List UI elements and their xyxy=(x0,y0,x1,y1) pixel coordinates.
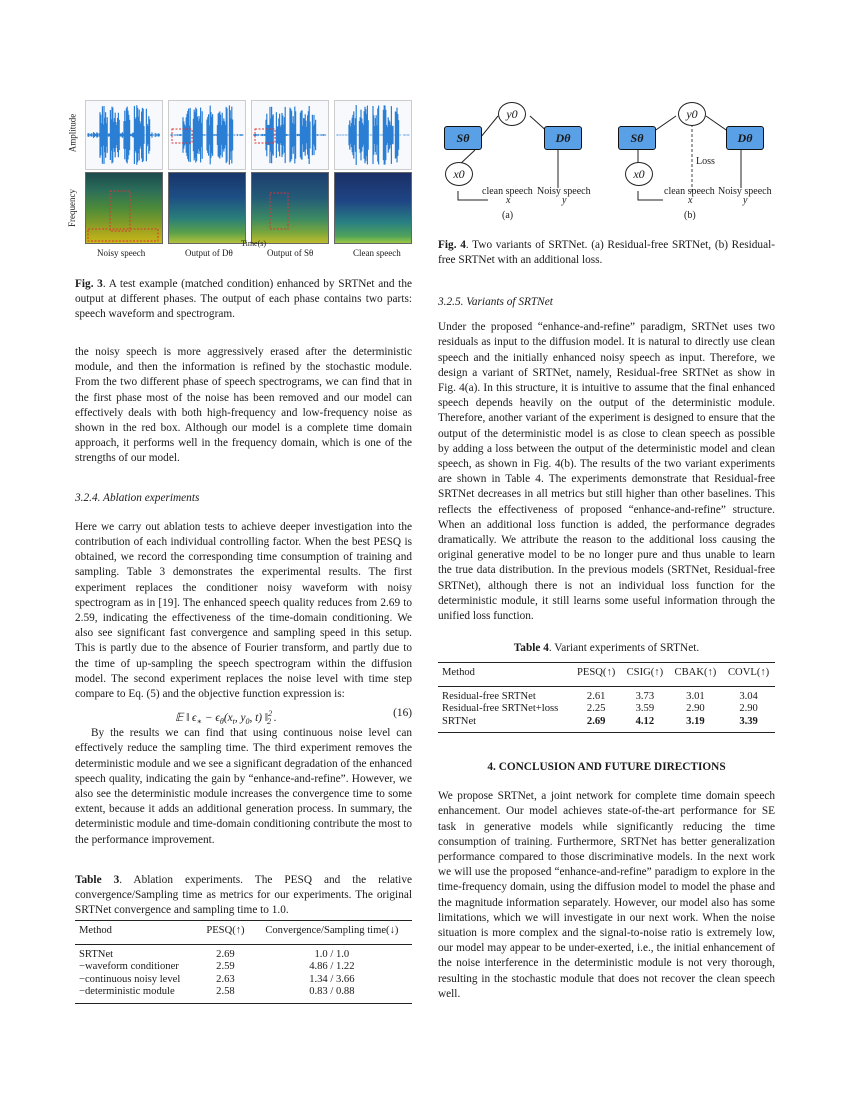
fig3-caption-text: . A test example (matched condition) enhanced by SRTNet and the output at different phases. The output of each phase contains two parts: speech waveform and spectrogram. xyxy=(75,278,412,321)
equation-16 xyxy=(75,704,412,726)
table4-header-method: Method xyxy=(442,667,475,678)
spectrogram-clean xyxy=(334,172,412,244)
table-cell: 2.90 xyxy=(686,703,705,714)
table4-header-pesq: PESQ(↑) xyxy=(577,667,616,678)
table-cell: −deterministic module xyxy=(79,986,175,997)
table-cell: 3.73 xyxy=(635,690,655,702)
figure-3 xyxy=(67,98,415,266)
fig4a-box-d: Dθ xyxy=(544,126,582,150)
table3-header-time: Convergence/Sampling time(↓) xyxy=(265,925,399,936)
table3-caption-text: . Ablation experiments. The PESQ and the relative convergence/Sampling time as metrics for our experiments. The original SRTNet convergence and sampling time to 1.0. xyxy=(75,874,412,917)
table-cell: −continuous noisy level xyxy=(79,973,181,985)
fig3-panel-label-4: Clean speech xyxy=(353,248,401,258)
table4-header-covl: COVL(↑) xyxy=(727,667,770,678)
fig4a-node-y0: y0 xyxy=(498,102,526,126)
table-cell: Residual-free SRTNet+loss xyxy=(442,703,559,714)
table-cell: 2.69 xyxy=(586,715,606,727)
table-cell: 3.59 xyxy=(635,703,655,714)
table-row xyxy=(438,703,775,716)
conclusion-paragraph: We propose SRTNet, a joint network for complete time domain speech enhancement. Our model achieves state-of-the-art performance for SE task in generative models while significantly reducing the time consumption of training. Furthermore, SRTNet has better generalization performance compared to those discriminative models. In the next work we will use the proposed “enhance-and-refine” paradigm to explore in the time-frequency domain, using the diffusion model to model the phase and the magnitude information separately. However, our model also has some limitations, which we will investigate in our next work. When the noise situation is more complex and the signal-to-noise ratio is extremely low, our model may appear to be under-exerted, i.e., the initial enhancement of the noise interference in the deterministic module is not very thorough, resulting in the stochastic module that does not recover the clean speech well. xyxy=(438,790,775,1000)
table-cell: SRTNet xyxy=(79,948,114,960)
table4-caption xyxy=(438,641,775,656)
table3-header-method: Method xyxy=(79,925,112,936)
table4-caption-text: . Variant experiments of SRTNet. xyxy=(548,642,700,654)
table-cell: 1.34 / 3.66 xyxy=(309,973,355,985)
table-cell: 2.69 xyxy=(216,948,235,960)
waveform-clean xyxy=(334,100,412,170)
table-row xyxy=(75,961,412,974)
table-row xyxy=(438,686,775,703)
fig4b-var-x: x xyxy=(688,195,693,206)
table3-label: Table 3 xyxy=(75,874,120,886)
right-paragraph-1: Under the proposed “enhance-and-refine” paradigm, SRTNet uses two residuals as input to the diffusion model. It is natural to directly use clean speech and the initially enhanced noisy speech as input. Therefore, we design a variant of SRTNet, namely, Residual-free SRTNet as show in Fig. 4(a). In this structure, it is intuitive to assume that the final enhanced speech depends heavily on the output of the deterministic module. Therefore, another variant of the experiment is designed to ensure that the output of the deterministic model is as close to clean speech as possible by adding a loss between the output of the deterministic model and clean speech, as shown in Fig. 4(b). The results of the two variant experiments are shown in Table 4. The experiments demonstrate that Residual-free SRTNet decreases in all metrics but still higher than other baselines. This reflects the effectiveness of proposed “enhance-and-refine” structure. When an additional loss function is added, the performance degrades dramatically. We attribute the reason to the additional loss causing the original generative model to be no longer pure and thus unable to learn the true data distribution. In the previous models (SRTNet, Residual-free SRTNet), although there is not an individual loss function for the deterministic module, it still learns some useful information through the unified loss function. xyxy=(438,321,775,623)
table-cell: 2.90 xyxy=(739,703,758,714)
fig4b-box-d: Dθ xyxy=(726,126,764,150)
table-cell: 2.63 xyxy=(216,973,235,985)
fig4b-node-x0: x0 xyxy=(625,162,653,186)
waveform-output-s xyxy=(251,100,329,170)
spectrogram-output-d xyxy=(168,172,246,244)
left-paragraph-1: the noisy speech is more aggressively erased after the deterministic module, and then the information is refined by the stochastic module. From the two different phase of speech spectrograms, we can find that in the first phase most of the noise has been removed and our model can effectively deals with both high-frequency and low-frequency noise as shown in the red box. Although our model is a complete time domain approach, it performs well in the frequency domain, which is one of the strengths of our model. xyxy=(75,346,412,465)
fig4a-label-clean: clean speech xyxy=(482,186,533,197)
table-4 xyxy=(438,662,775,733)
fig3-ylabel-frequency: Frequency xyxy=(67,189,77,227)
waveform-noisy xyxy=(85,100,163,170)
fig4a-label-noisy: Noisy speech xyxy=(537,186,591,197)
fig4b-sublabel: (b) xyxy=(684,210,696,221)
table4-header-cbak: CBAK(↑) xyxy=(674,667,717,678)
fig4a-var-y: y xyxy=(562,195,567,206)
table-cell: 4.12 xyxy=(635,715,655,727)
fig4a-node-x0: x0 xyxy=(445,162,473,186)
spectrogram-noisy xyxy=(85,172,163,244)
fig4b-label-noisy: Noisy speech xyxy=(718,186,772,197)
table-cell: 2.59 xyxy=(216,961,235,972)
equation-body: 𝔼 ‖ $\epsilon_∗ - \epsilon_\theta(x_t$, $y_0$, t) ‖$^2_2$ . xyxy=(175,709,277,727)
table-cell: Residual-free SRTNet xyxy=(442,690,536,702)
table-3 xyxy=(75,920,412,1004)
fig4b-var-y: y xyxy=(743,195,748,206)
left-paragraph-3: By the results we can find that using continuous noise level can effectively reduce the sampling time. The third experiment removes the deterministic module and we see a significant degradation of the enhanced speech quality, indicating the gain by “enhance-and-refine”. However, we also see the deterministic module increases the convergence time to some extent, because it adds an additional generation process. In summary, the deterministic module and time-domain conditioning contribute the most to the performance improvement. xyxy=(75,727,412,846)
table-row xyxy=(75,944,412,961)
fig4a-box-s: Sθ xyxy=(444,126,482,150)
fig4-caption-label: Fig. 4 xyxy=(438,239,466,251)
section-4-heading: 4. CONCLUSION AND FUTURE DIRECTIONS xyxy=(487,761,726,773)
fig4a-var-x: x xyxy=(506,195,511,206)
left-paragraph-2: Here we carry out ablation tests to achieve deeper investigation into the contribution of each individual controlling factor. When the best PESQ is obtained, we record the corresponding time consumption of training and sampling. Table 3 demonstrates the experimental results. The first experiment replaces the conditioner noisy waveform with noisy spectrogram as in [19]. The enhanced speech quality reduces from 2.69 to 2.59, indicating the effectiveness of the time-domain conditioning. We also see significant fast convergence and sampling speed in this setup. This is partly due to the absence of Fourier transform, and partly due to the time of up-sampling the speech spectrogram within the diffusion model. The second experiment replaces the noise level with time step compare to Eq. (5) and the objective function expression is: xyxy=(75,520,412,701)
fig3-panel-label-1: Noisy speech xyxy=(97,248,146,258)
fig3-panel-label-3: Output of Sθ xyxy=(267,248,314,258)
section-3-2-4-heading: 3.2.4. Ablation experiments xyxy=(75,491,200,504)
table-cell: 3.04 xyxy=(739,690,758,702)
table-cell: 1.0 / 1.0 xyxy=(314,948,350,960)
right-column xyxy=(438,295,775,624)
table-cell: 3.19 xyxy=(686,715,705,727)
table-cell: 4.86 / 1.22 xyxy=(309,961,355,972)
fig3-panel-label-2: Output of Dθ xyxy=(185,248,233,258)
fig3-caption xyxy=(75,277,412,323)
table3-caption xyxy=(75,873,412,919)
table-cell: −waveform conditioner xyxy=(79,961,179,972)
fig4b-loss-label: Loss xyxy=(696,156,715,167)
fig3-caption-label: Fig. 3 xyxy=(75,278,103,290)
table-cell: 2.61 xyxy=(586,690,606,702)
table-cell: SRTNet xyxy=(442,715,477,727)
table-cell: 3.01 xyxy=(686,690,705,702)
fig4-caption xyxy=(438,238,775,268)
fig4b-box-s: Sθ xyxy=(618,126,656,150)
fig4b-label-clean: clean speech xyxy=(664,186,715,197)
table-cell: 3.39 xyxy=(739,715,758,727)
table3-header-pesq: PESQ(↑) xyxy=(206,925,245,936)
conclusion-section xyxy=(438,760,775,1002)
waveform-output-d xyxy=(168,100,246,170)
table4-label: Table 4 xyxy=(513,642,549,654)
fig3-xlabel: Time(s) xyxy=(241,239,267,248)
table-cell: 2.58 xyxy=(216,986,235,997)
table4-header-csig: CSIG(↑) xyxy=(626,667,664,678)
section-3-2-5-heading: 3.2.5. Variants of SRTNet xyxy=(438,296,553,308)
fig4-connectors xyxy=(438,96,778,226)
fig4-caption-text: . Two variants of SRTNet. (a) Residual-free SRTNet, (b) Residual-free SRTNet with an additional loss. xyxy=(438,239,775,267)
left-column xyxy=(75,345,412,848)
table-row xyxy=(438,716,775,733)
table-cell: 2.25 xyxy=(586,703,606,714)
fig3-ylabel-amplitude: Amplitude xyxy=(67,113,78,153)
fig4b-node-y0: y0 xyxy=(678,102,706,126)
table-cell: 0.83 / 0.88 xyxy=(309,986,355,997)
table-row xyxy=(75,986,412,1003)
table-row xyxy=(75,974,412,987)
fig4a-sublabel: (a) xyxy=(502,210,514,221)
spectrogram-output-s xyxy=(251,172,329,244)
equation-number: (16) xyxy=(393,707,412,720)
figure-4 xyxy=(438,96,778,226)
